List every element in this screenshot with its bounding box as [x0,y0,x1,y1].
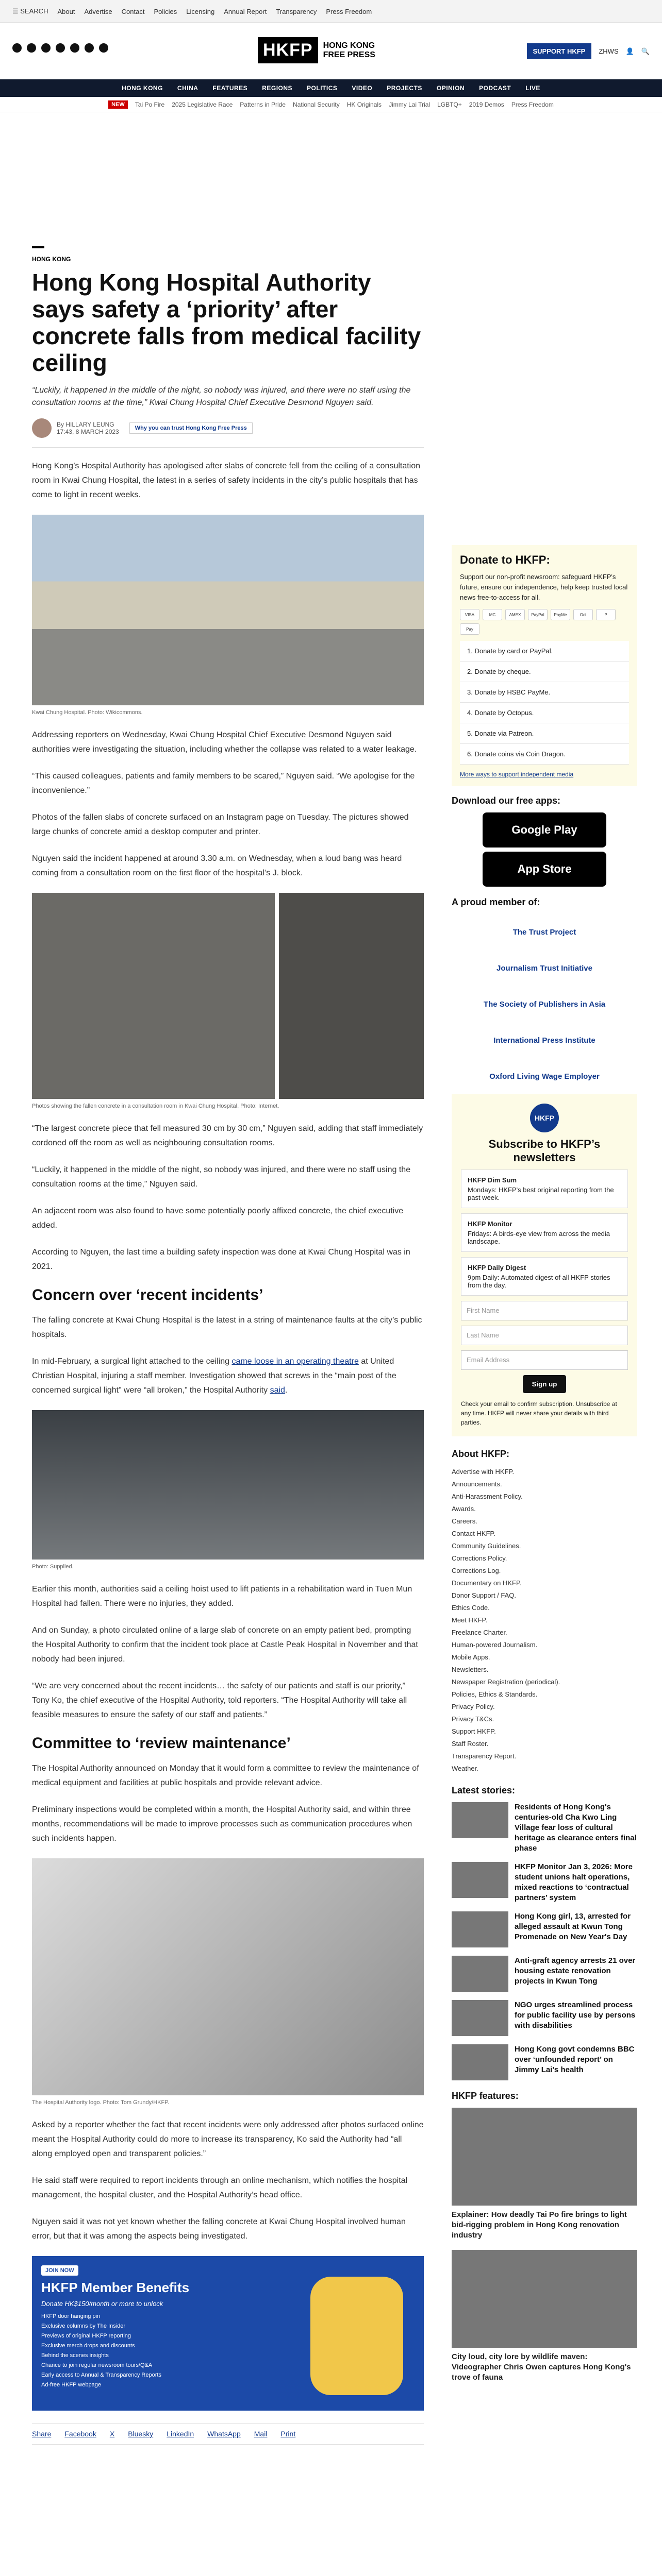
app-store-badge[interactable]: App Store [483,852,606,887]
facebook-icon[interactable] [12,43,22,53]
newsletter-desc: 9pm Daily: Automated digest of all HKFP stories from the day. [468,1274,610,1289]
jti-logo[interactable]: Journalism Trust Initiative [496,963,592,973]
paragraph: He said staff were required to report incidents through an online mechanism, which notifies the hospital management, the hospital cluster, and the Hospital Authority’s head office. [32,2176,408,2199]
threads-icon[interactable] [85,43,94,53]
ipi-logo[interactable]: International Press Institute [493,1036,595,1045]
divider [32,447,424,448]
about-list [452,1466,637,1775]
about-link[interactable]: Weather. [452,1765,478,1772]
subheading: Committee to ‘review maintenance’ [32,1735,291,1752]
donate-option[interactable]: 4. Donate by Octopus. [460,703,629,723]
support-button[interactable]: SUPPORT HKFP [527,43,592,59]
nav-video[interactable]: VIDEO [352,84,373,92]
new-badge: NEW [108,100,128,109]
trust-project-logo[interactable]: The Trust Project [512,927,576,937]
publish-date: 17:43, 8 MARCH 2023 [57,428,119,435]
about-link[interactable]: Newspaper Registration (periodical). [452,1678,560,1686]
nav-projects[interactable]: PROJECTS [387,84,422,92]
promo-item: Exclusive merch drops and discounts [41,2343,135,2349]
promo-subtitle: Donate HK$150/month or more to unlock [41,2300,163,2308]
share-print[interactable]: Print [280,2430,296,2438]
story-thumbnail [452,2044,508,2080]
paragraph: Preliminary inspections would be completed within a month, the Hospital Authority said, and within three months, recommendations will be made to improve processes such as communication procedures when such incidents happen. [32,1805,412,1843]
about-link[interactable]: Staff Roster. [452,1740,489,1748]
trend-item[interactable]: 2025 Legislative Race [172,100,233,108]
newsletter-desc: Mondays: HKFP's best original reporting from the past week. [468,1186,614,1201]
donate-text: Support our non-profit newsroom: safeguard HKFP's future, ensure our independence, help keep trusted local news free-to-access for all. [460,573,628,601]
donate-option[interactable]: 2. Donate by cheque. [460,662,629,682]
nav-regions[interactable]: REGIONS [262,84,293,92]
newsletter-option[interactable] [461,1257,628,1296]
newsletter-name: HKFP Daily Digest [468,1264,526,1272]
site-header [0,23,662,79]
paragraph: Nguyen said it was not yet known whether the falling concrete at Kwai Chung Hospital involved human error, but that it was among the aspects being investigated. [32,2217,406,2241]
paragraph: The Hospital Authority announced on Monday that it would form a committee to review the maintenance of medical equipment and facilities at public hospitals and provide relevant advice. [32,1764,419,1787]
caption: Photo: Supplied. [32,1564,74,1570]
main-nav [0,79,662,97]
paragraph: The falling concrete at Kwai Chung Hospital is the latest in a string of maintenance faults at the city’s public hospitals. [32,1316,422,1339]
story-thumbnail [452,1911,508,1947]
share-label: Share [32,2430,52,2438]
trend-item[interactable]: Patterns in Pride [240,100,286,108]
octopus-icon: Oct [573,609,593,620]
search-link[interactable]: ☰ SEARCH [12,7,48,15]
trend-item[interactable]: National Security [292,100,340,108]
story-item[interactable] [452,1911,637,1947]
trend-item[interactable]: Press Freedom [511,100,554,108]
paragraph: Asked by a reporter whether the fact that recent incidents were only addressed after photos surfaced online meant the Hospital Authority could do more to increase its transparency, Ko said the Authority had “all along employed open and transparent policies.” [32,2121,424,2158]
payme-icon: PayMe [551,609,570,620]
text-run: at United Christian Hospital, injuring a staff member. Investigation showed that screws in the “main post of the concerned surgical light” were “all broken,” the Hospital Authority [32,1357,396,1395]
paragraph: An adjacent room was also found to have some potentially poorly affixed concrete, the chief executive added. [32,1207,404,1230]
about-link[interactable]: Transparency Report. [452,1752,517,1760]
top-bar [0,0,662,23]
user-icon[interactable]: 👤 [625,47,634,55]
share-bluesky[interactable]: Bluesky [128,2430,154,2438]
feature-image[interactable] [452,2250,637,2348]
story-thumbnail [452,1862,508,1898]
share-mail[interactable]: Mail [254,2430,268,2438]
subheading: Concern over ‘recent incidents’ [32,1286,263,1303]
story-title: Anti-graft agency arrests 21 over housing estate renovation projects in Kwun Tong [515,1956,636,1986]
latest-title: Latest stories: [452,1785,516,1795]
linkedin-icon[interactable] [70,43,79,53]
newsletter-note: Check your email to confirm subscription. Unsubscribe at any time. HKFP will never share your details with third parties. [461,1400,617,1426]
about-link[interactable]: Advertise with HKFP. [452,1468,515,1476]
trend-item[interactable]: LGBTQ+ [437,100,462,108]
paragraph: “This caused colleagues, patients and family members to be scared,” Nguyen said. “We apologise for the inconvenience.” [32,772,415,795]
about-link[interactable]: Freelance Charter. [452,1629,507,1636]
newsletter-desc: Fridays: A birds-eye view from across the media landscape. [468,1230,610,1245]
kicker[interactable]: HONG KONG [32,256,71,263]
feature-title[interactable]: City loud, city lore by wildlife maven: Videographer Chris Owen captures Hong Kong's trove of fauna [452,2352,631,2382]
story-title: Residents of Hong Kong's centuries-old Cha Kwo Ling Village fear loss of cultural heritage as clearance enters final phase [515,1803,637,1853]
donate-option[interactable]: 3. Donate by HSBC PayMe. [460,682,629,703]
share-whatsapp[interactable]: WhatsApp [207,2430,241,2438]
donate-option[interactable]: 6. Donate coins via Coin Dragon. [460,744,629,765]
paragraph: Photos of the fallen slabs of concrete surfaced on an Instagram page on Tuesday. The pictures showed large chunks of concrete amid a desktop computer and printer. [32,813,409,836]
inline-link[interactable]: said [270,1386,285,1395]
hkfp-badge-icon: HKFP [530,1104,559,1132]
nav-politics[interactable]: POLITICS [307,84,338,92]
first-name-input[interactable]: First Name [461,1301,628,1320]
donate-option[interactable]: 5. Donate via Patreon. [460,723,629,744]
story-item[interactable] [452,2000,637,2036]
about-link[interactable]: Support HKFP. [452,1727,496,1735]
about-link[interactable]: Human-powered Journalism. [452,1641,538,1649]
paragraph: According to Nguyen, the last time a building safety inspection was done at Kwai Chung Hospital was in 2021. [32,1248,410,1271]
top-link-licensing[interactable]: Licensing [186,7,215,15]
youtube-icon[interactable] [56,43,65,53]
story-item[interactable] [452,2044,637,2080]
logo-mark: HKFP [258,37,318,63]
promo-item: HKFP door hanging pin [41,2313,101,2319]
last-name-input[interactable]: Last Name [461,1326,628,1345]
nav-hongkong[interactable]: HONG KONG [122,84,163,92]
about-link[interactable]: Ethics Code. [452,1604,490,1612]
paragraph: Earlier this month, authorities said a ceiling hoist used to lift patients in a rehabilitation ward in Tuen Mun Hospital had fallen. There were no injuries, they added. [32,1585,412,1608]
trend-item[interactable]: HK Originals [346,100,382,108]
paypal-icon: PayPal [528,609,548,620]
caption: Kwai Chung Hospital. Photo: Wikicommons. [32,709,143,716]
story-title: NGO urges streamlined process for public facility use by persons with disabilities [515,2001,636,2030]
story-item[interactable] [452,1956,637,1992]
promo-item: Behind the scenes insights [41,2352,109,2359]
promo-title: HKFP Member Benefits [41,2280,190,2295]
donate-title: Donate to HKFP: [460,553,550,566]
story-title: Hong Kong girl, 13, arrested for alleged assault at Kwun Tong Promenade on New Year's Day [515,1912,631,1941]
dek: “Luckily, it happened in the middle of the night, so nobody was injured, and there were no staff using the consultation rooms at the time,” Kwai Chung Hospital Chief Executive Desmond Nguyen said. [32,386,411,407]
about-link[interactable]: Contact HKFP. [452,1530,496,1537]
member-promo-banner[interactable] [32,2256,424,2411]
about-link[interactable]: Announcements. [452,1480,502,1488]
join-now-button[interactable]: JOIN NOW [41,2265,78,2276]
top-link-contact[interactable]: Contact [121,7,145,15]
newsletter-option[interactable] [461,1170,628,1208]
donate-box [452,545,637,786]
story-item[interactable] [452,1802,637,1854]
about-link[interactable]: Anti-Harassment Policy. [452,1493,523,1500]
language-toggle[interactable]: ZHWS [599,47,619,55]
applepay-icon: Pay [460,623,479,635]
apps-title: Download our free apps: [452,795,561,806]
trend-item[interactable]: Jimmy Lai Trial [389,100,431,108]
visa-icon: VISA [460,609,479,620]
top-link-annual[interactable]: Annual Report [224,7,267,15]
paragraph: Nguyen said the incident happened at around 3.30 a.m. on Wednesday, when a loud bang was heard coming from a consultation room on the first floor of the hospital’s J. block. [32,854,402,877]
paragraph: “We are very concerned about the recent incidents… the safety of our patients and staff is our priority,” Tony Ko, the chief executive of the Hospital Authority, told reporters. “The Hospital Authority will take all feasible measures to ensure the safety of our staff and patients.” [32,1682,407,1719]
promo-item: Ad-free HKFP webpage [41,2382,101,2388]
about-link[interactable]: Newsletters. [452,1666,489,1673]
telegram-icon[interactable] [99,43,108,53]
trust-button[interactable]: Why you can trust Hong Kong Free Press [129,422,253,434]
sopa-logo[interactable]: The Society of Publishers in Asia [483,999,606,1009]
hospital-photo [32,515,424,705]
about-link[interactable]: Meet HKFP. [452,1616,488,1624]
inline-link[interactable]: came loose in an operating theatre [231,1357,359,1366]
about-link[interactable]: Careers. [452,1517,477,1525]
patreon-icon: P [596,609,616,620]
members-title: A proud member of: [452,897,540,907]
about-link[interactable]: Awards. [452,1505,476,1513]
top-link-policies[interactable]: Policies [154,7,177,15]
nav-opinion[interactable]: OPINION [436,84,465,92]
nav-china[interactable]: CHINA [177,84,198,92]
email-input[interactable]: Email Address [461,1350,628,1370]
google-play-badge[interactable]: Google Play [483,812,606,848]
instagram-icon[interactable] [41,43,51,53]
concrete-photo [32,893,424,1099]
caption: The Hospital Authority logo. Photo: Tom Grundy/HKFP. [32,2099,170,2106]
story-title: HKFP Monitor Jan 3, 2026: More student unions halt operations, mixed reactions to ‘contractual partners’ system [515,1862,633,1902]
logo-line1: HONG KONG [323,41,375,50]
author-name[interactable]: By HILLARY LEUNG [57,421,114,428]
social-icons [12,43,108,53]
story-thumbnail [452,1802,508,1838]
sidebar [452,545,637,2392]
top-link-advertise[interactable]: Advertise [84,7,112,15]
about-link[interactable]: Privacy Policy. [452,1703,495,1710]
about-link[interactable]: Corrections Log. [452,1567,501,1574]
more-ways-link[interactable]: More ways to support independent media [460,771,574,778]
mascot-illustration [310,2277,403,2395]
signup-button[interactable]: Sign up [523,1375,567,1393]
trending-bar [0,97,662,112]
newsletter-title: Subscribe to HKFP’s newsletters [488,1138,601,1164]
trend-item[interactable]: Tai Po Fire [135,100,165,108]
caption: Photos showing the fallen concrete in a consultation room in Kwai Chung Hospital. Photo: Internet. [32,1103,279,1109]
promo-item: Previews of original HKFP reporting [41,2333,131,2339]
trend-item[interactable]: 2019 Demos [469,100,504,108]
story-thumbnail [452,1956,508,1992]
nav-features[interactable]: FEATURES [212,84,248,92]
hospital-authority-logo-photo [32,1858,424,2095]
surgical-light-photo [32,1410,424,1560]
newsletter-option[interactable] [461,1213,628,1252]
top-link-transparency[interactable]: Transparency [276,7,317,15]
paragraph: Addressing reporters on Wednesday, Kwai Chung Hospital Chief Executive Desmond Nguyen said authorities were investigating the situation, including whether the collapse was related to a water leakage. [32,731,417,754]
top-link-press[interactable]: Press Freedom [326,7,372,15]
features-title: HKFP features: [452,2091,519,2101]
about-title: About HKFP: [452,1449,509,1459]
feature-image[interactable] [452,2108,637,2206]
promo-item: Exclusive columns by The Insider [41,2323,126,2329]
about-link[interactable]: Community Guidelines. [452,1542,521,1550]
about-link[interactable]: Donor Support / FAQ. [452,1591,517,1599]
donate-option[interactable]: 1. Donate by card or PayPal. [460,641,629,662]
newsletter-box [452,1094,637,1436]
kicker-rule [32,246,44,248]
paragraph: And on Sunday, a photo circulated online of a large slab of concrete on an empty patient bed, prompting the Hospital Authority to confirm that the incident took place at Castle Peak Hospital in November and that nobody had been injured. [32,1626,418,1664]
living-wage-logo[interactable]: Oxford Living Wage Employer [489,1072,600,1081]
search-label: SEARCH [20,7,48,15]
logo-line2: FREE PRESS [323,50,375,59]
feature-title[interactable]: Explainer: How deadly Tai Po fire brings to light bid-rigging problem in Hong Kong renovation industry [452,2210,627,2240]
search-icon[interactable]: 🔍 [641,47,650,55]
byline [32,418,424,438]
story-thumbnail [452,2000,508,2036]
about-link[interactable]: Mobile Apps. [452,1653,490,1661]
story-title: Hong Kong govt condemns BBC over ‘unfounded report’ on Jimmy Lai's health [515,2045,635,2074]
newsletter-name: HKFP Dim Sum [468,1176,517,1184]
share-bar [32,2423,424,2445]
promo-item: Early access to Annual & Transparency Reports [41,2372,161,2378]
paragraph: “The largest concrete piece that fell measured 30 cm by 30 cm,” Nguyen said, adding that staff immediately cordoned off the room as well as neighbouring consultation rooms. [32,1124,423,1147]
share-linkedin[interactable]: LinkedIn [167,2430,194,2438]
share-x[interactable]: X [109,2430,115,2438]
story-item[interactable] [452,1862,637,1903]
payment-icons [460,609,629,635]
x-icon[interactable] [27,43,36,53]
paragraph: Hong Kong’s Hospital Authority has apologised after slabs of concrete fell from the ceiling of a consultation room in Kwai Chung Hospital, the latest in a series of safety incidents in the city’s public hospitals that has come to light in recent weeks. [32,462,421,499]
headline: Hong Kong Hospital Authority says safety a ‘priority’ after concrete falls from medical facility ceiling [32,269,421,376]
nav-podcast[interactable]: PODCAST [479,84,511,92]
text-run: In mid-February, a surgical light attached to the ceiling [32,1357,232,1366]
about-link[interactable]: Documentary on HKFP. [452,1579,522,1587]
promo-item: Chance to join regular newsroom tours/Q&A [41,2362,153,2368]
about-link[interactable]: Policies, Ethics & Standards. [452,1690,538,1698]
mastercard-icon: MC [483,609,502,620]
amex-icon: AMEX [505,609,525,620]
site-logo[interactable] [258,37,375,63]
nav-live[interactable]: LIVE [525,84,540,92]
author-avatar [32,418,52,438]
share-facebook[interactable]: Facebook [64,2430,96,2438]
top-link-about[interactable]: About [57,7,75,15]
paragraph: In mid-February, a surgical light attached to the ceiling came loose in an operating theatre at United Christian Hospital, injuring a staff member. Investigation showed that screws in the “main post of the concerned surgical light” were “all broken,” the Hospital Authority said. [32,1357,396,1395]
article [32,246,424,2445]
about-link[interactable]: Privacy T&Cs. [452,1715,494,1723]
newsletter-name: HKFP Monitor [468,1220,512,1228]
paragraph: “Luckily, it happened in the middle of the night, so nobody was injured, and there were no staff using the consultation rooms at the time,” Nguyen said. [32,1165,411,1189]
about-link[interactable]: Corrections Policy. [452,1554,507,1562]
